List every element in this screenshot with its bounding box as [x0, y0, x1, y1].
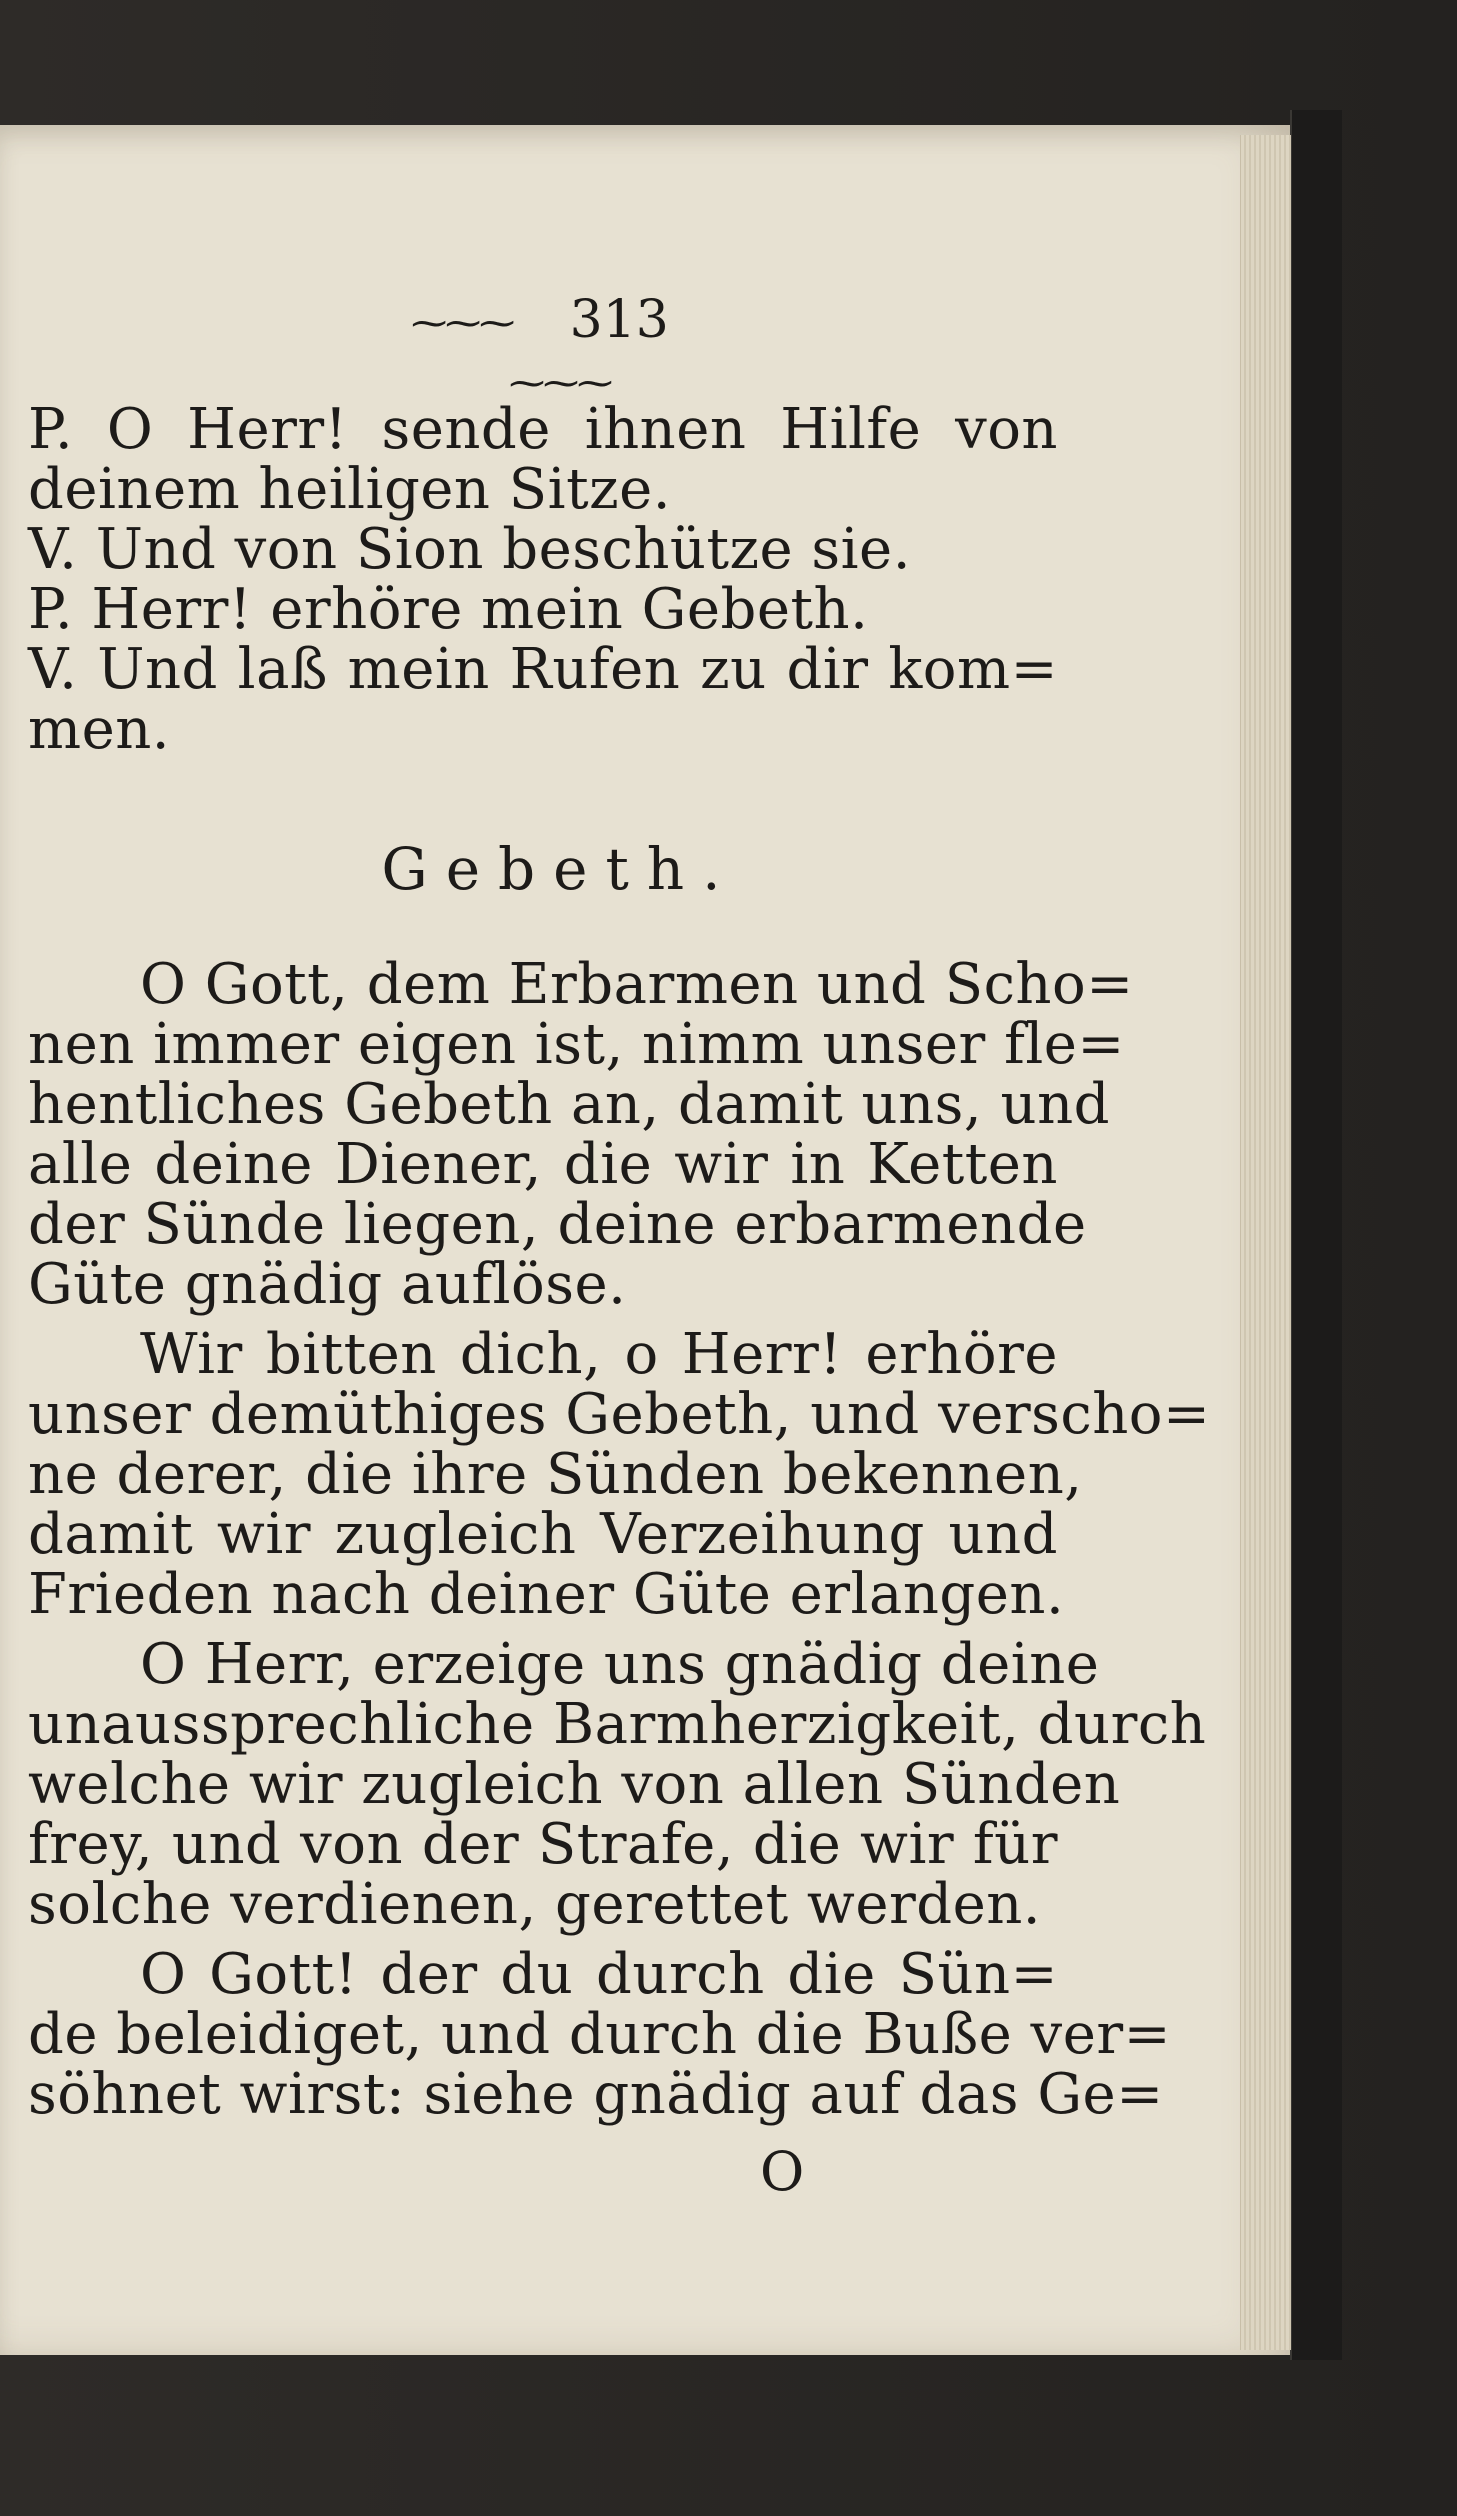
versicle-line: deinem heiligen Sitze. — [28, 457, 672, 522]
versicle-line: V. Und von Sion beschütze sie. — [28, 517, 911, 582]
prayer-line: söhnet wirst: siehe gnädig auf das Ge= — [28, 2062, 1164, 2127]
prayer-line: hentliches Gebeth an, damit uns, und — [28, 1072, 1110, 1137]
prayer-line: der Sünde liegen, deine erbarmende — [28, 1192, 1087, 1257]
versicle-line: P. Herr! erhöre mein Gebeth. — [28, 577, 869, 642]
prayer-line: ne derer, die ihre Sünden bekennen, — [28, 1442, 1083, 1507]
page-edges — [1240, 135, 1291, 2350]
prayer-line: O Gott, dem Erbarmen und Scho= — [140, 952, 1134, 1017]
page-number: 313 — [569, 290, 669, 350]
prayer-line: Wir bitten dich, o Herr! erhöre — [140, 1322, 1058, 1387]
versicle-line: V. Und laß mein Rufen zu dir kom= — [28, 637, 1058, 702]
prayer-line: O Gott! der du durch die Sün= — [140, 1942, 1058, 2007]
prayer-line: nen immer eigen ist, nimm unser fle= — [28, 1012, 1125, 1077]
prayer-line: welche wir zugleich von allen Sünden — [28, 1752, 1121, 1817]
prayer-line: Güte gnädig auflöse. — [28, 1252, 627, 1317]
prayer-line: unser demüthiges Gebeth, und verscho= — [28, 1382, 1211, 1447]
prayer-line: O Herr, erzeige uns gnädig deine — [140, 1632, 1100, 1697]
versicle-line: P. O Herr! sende ihnen Hilfe von — [28, 397, 1058, 462]
prayer-line: damit wir zugleich Verzeihung und — [28, 1502, 1058, 1567]
cover-edge — [1290, 110, 1342, 2360]
page-header — [360, 290, 760, 410]
prayer-line: solche verdienen, gerettet werden. — [28, 1872, 1042, 1937]
prayer-line: de beleidiget, und durch die Buße ver= — [28, 2002, 1172, 2067]
prayer-line: Frieden nach deiner Güte erlangen. — [28, 1562, 1065, 1627]
header-ornament-left: ⁓⁓⁓ — [411, 303, 514, 344]
header-ornament-right: ⁓⁓⁓ — [509, 363, 611, 404]
prayer-line: alle deine Diener, die wir in Ketten — [28, 1132, 1058, 1197]
versicle-line: men. — [28, 697, 171, 762]
catchword: O — [760, 2140, 805, 2203]
prayer-line: frey, und von der Strafe, die wir für — [28, 1812, 1058, 1877]
section-title: Gebeth. — [381, 835, 739, 903]
prayer-line: unaussprechliche Barmherzigkeit, durch — [28, 1692, 1207, 1757]
